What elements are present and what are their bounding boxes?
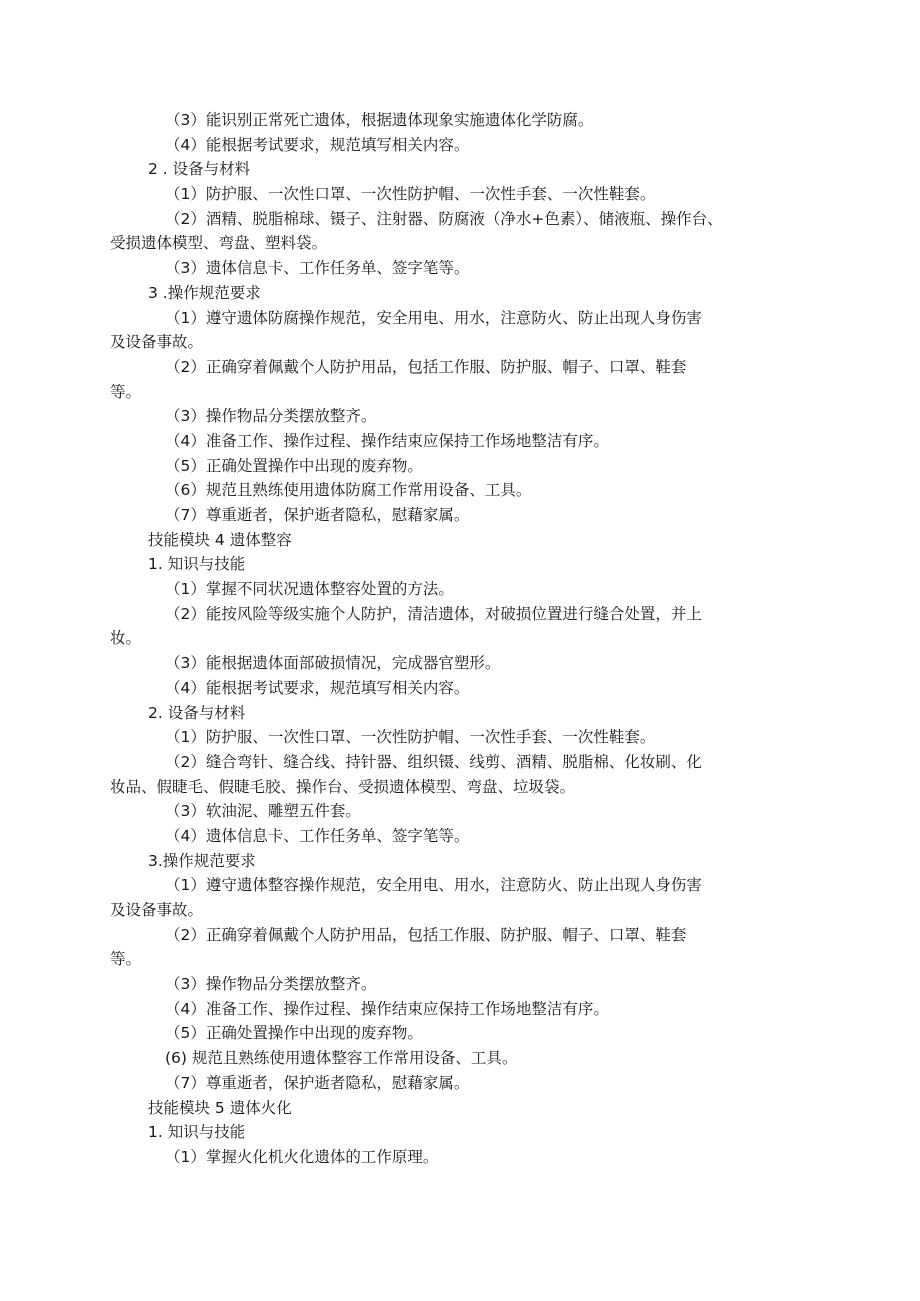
- text-line: （4）遗体信息卡、工作任务单、签字笔等。: [165, 826, 470, 845]
- text-line: （4）准备工作、操作过程、操作结束应保持工作场地整洁有序。: [165, 431, 609, 450]
- text-line: （7）尊重逝者，保护逝者隐私，慰藉家属。: [165, 506, 470, 524]
- text-line: （4）能根据考试要求，规范填写相关内容。: [165, 678, 470, 697]
- text-line: （1）防护服、一次性口罩、一次性防护帽、一次性手套、一次性鞋套。: [165, 728, 656, 747]
- text-line: （3）软油泥、雕塑五件套。: [165, 802, 361, 821]
- text-line: （4）准备工作、操作过程、操作结束应保持工作场地整洁有序。: [165, 999, 609, 1018]
- text-line: （3）能识别正常死亡遗体，根据遗体现象实施遗体化学防腐。: [165, 111, 594, 129]
- text-line: 技能模块 4 遗体整容: [148, 530, 292, 549]
- text-line: （3）操作物品分类摆放整齐。: [165, 407, 377, 426]
- text-line: （2）能按风险等级实施个人防护，清洁遗体，对破损位置进行缝合处置，并上: [165, 604, 702, 623]
- text-line: 等。: [110, 950, 142, 969]
- text-line: （2）缝合弯针、缝合线、持针器、组织镊、线剪、酒精、脱脂棉、化妆刷、化: [165, 752, 702, 771]
- text-line: 3 .操作规范要求: [148, 283, 261, 302]
- text-line: （6）规范且熟练使用遗体防腐工作常用设备、工具。: [165, 481, 532, 500]
- text-line: 1. 知识与技能: [148, 1123, 246, 1142]
- text-line: （5）正确处置操作中出现的废弃物。: [165, 456, 423, 475]
- text-line: (6) 规范且熟练使用遗体整容工作常用设备、工具。: [165, 1049, 518, 1068]
- text-line: （3）能根据遗体面部破损情况，完成器官塑形。: [165, 654, 501, 673]
- text-line: 2. 设备与材料: [148, 703, 246, 722]
- text-line: （7）尊重逝者，保护逝者隐私，慰藉家属。: [165, 1073, 470, 1092]
- text-line: （2）正确穿着佩戴个人防护用品，包括工作服、防护服、帽子、口罩、鞋套: [165, 925, 687, 944]
- text-line: （1）防护服、一次性口罩、一次性防护帽、一次性手套、一次性鞋套。: [165, 185, 656, 204]
- text-line: （1）遵守遗体整容操作规范，安全用电、用水，注意防火、防止出现人身伤害: [165, 876, 702, 895]
- text-line: （5）正确处置操作中出现的废弃物。: [165, 1024, 423, 1043]
- text-line: 及设备事故。: [110, 901, 204, 919]
- text-line: （1）掌握火化机火化遗体的工作原理。: [165, 1147, 439, 1166]
- text-line: 等。: [110, 382, 142, 401]
- text-line: （4）能根据考试要求，规范填写相关内容。: [165, 135, 470, 154]
- text-line: （3）遗体信息卡、工作任务单、签字笔等。: [165, 259, 470, 278]
- text-line: 1. 知识与技能: [148, 555, 246, 574]
- text-line: （2）酒精、脱脂棉球、镊子、注射器、防腐液（净水+色素）、储液瓶、操作台、: [165, 209, 723, 228]
- text-line: 3.操作规范要求: [148, 851, 256, 870]
- text-line: （3）操作物品分类摆放整齐。: [165, 975, 377, 994]
- text-line: 受损遗体模型、弯盘、塑料袋。: [110, 234, 328, 253]
- text-line: （2）正确穿着佩戴个人防护用品，包括工作服、防护服、帽子、口罩、鞋套: [165, 357, 687, 376]
- text-line: 妆品、假睫毛、假睫毛胶、操作台、受损遗体模型、弯盘、垃圾袋。: [110, 777, 576, 796]
- text-line: 2 . 设备与材料: [148, 160, 251, 179]
- text-line: （1）遵守遗体防腐操作规范，安全用电、用水，注意防火、防止出现人身伤害: [165, 308, 702, 327]
- text-line: （1）掌握不同状况遗体整容处置的方法。: [165, 580, 454, 599]
- text-line: 妆。: [110, 629, 142, 648]
- text-line: 及设备事故。: [110, 333, 204, 352]
- text-line: 技能模块 5 遗体火化: [148, 1098, 292, 1117]
- document-body: [0, 108, 920, 1170]
